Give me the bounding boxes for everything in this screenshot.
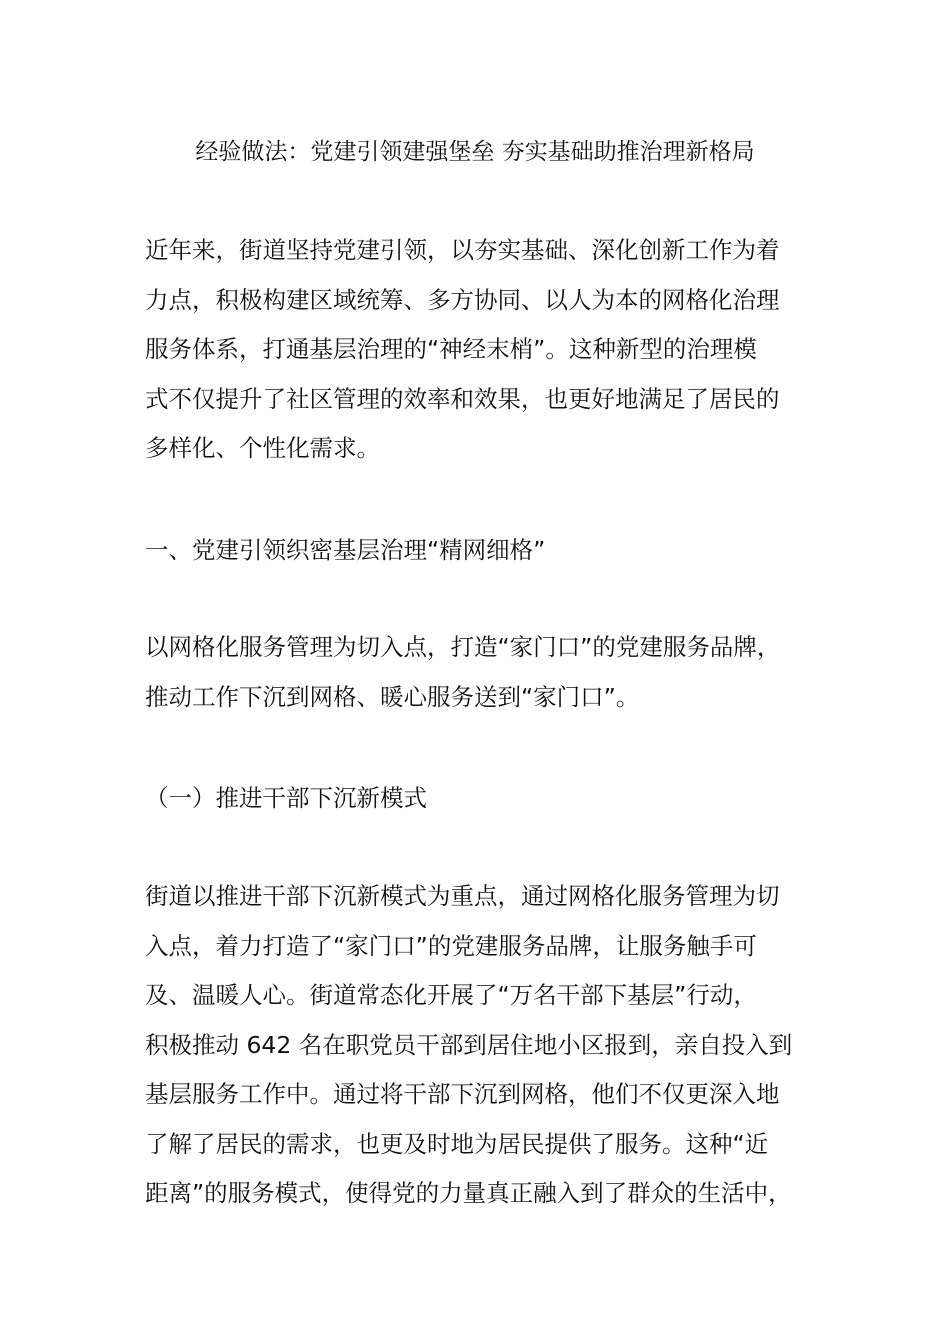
paragraph-line: 了解了居民的需求，也更及时地为居民提供了服务。这种“近 bbox=[145, 1129, 769, 1158]
paragraph-line: 式不仅提升了社区管理的效率和效果，也更好地满足了居民的 bbox=[145, 384, 780, 413]
paragraph-line: 推动工作下沉到网格、暖心服务送到“家门口”。 bbox=[145, 682, 640, 711]
paragraph-line: 以网格化服务管理为切入点，打造“家门口”的党建服务品牌， bbox=[145, 633, 781, 661]
paragraph-line: 及、温暖人心。街道常态化开展了“万名干部下基层”行动， bbox=[145, 981, 757, 1009]
document-title: 经验做法：党建引领建强堡垒 夯实基础助推治理新格局 bbox=[195, 139, 755, 165]
section-paragraph bbox=[145, 623, 810, 722]
subsection-heading: （一）推进干部下沉新模式 bbox=[145, 784, 427, 812]
paragraph-line: 近年来，街道坚持党建引领，以夯实基础、深化创新工作为着 bbox=[145, 236, 780, 264]
subsection-paragraph bbox=[145, 872, 810, 1219]
paragraph-line: 距离”的服务模式，使得党的力量真正融入到了群众的生活中， bbox=[145, 1179, 792, 1207]
intro-paragraph bbox=[145, 226, 810, 474]
paragraph-line: 基层服务工作中。通过将干部下沉到网格，他们不仅更深入地 bbox=[145, 1080, 780, 1108]
paragraph-line: 服务体系，打通基层治理的“神经末梢”。这种新型的治理模 bbox=[145, 335, 757, 363]
paragraph-line: 力点，积极构建区域统筹、多方协同、以人为本的网格化治理 bbox=[145, 285, 780, 314]
paragraph-line: 多样化、个性化需求。 bbox=[145, 434, 380, 462]
paragraph-line: 积极推动 642 名在职党员干部到居住地小区报到，亲自投入到 bbox=[145, 1030, 793, 1059]
paragraph-line: 街道以推进干部下沉新模式为重点，通过网格化服务管理为切 bbox=[145, 882, 780, 910]
section-heading: 一、党建引领织密基层治理“精网细格” bbox=[145, 536, 546, 564]
paragraph-line: 入点，着力打造了“家门口”的党建服务品牌，让服务触手可 bbox=[145, 931, 757, 960]
